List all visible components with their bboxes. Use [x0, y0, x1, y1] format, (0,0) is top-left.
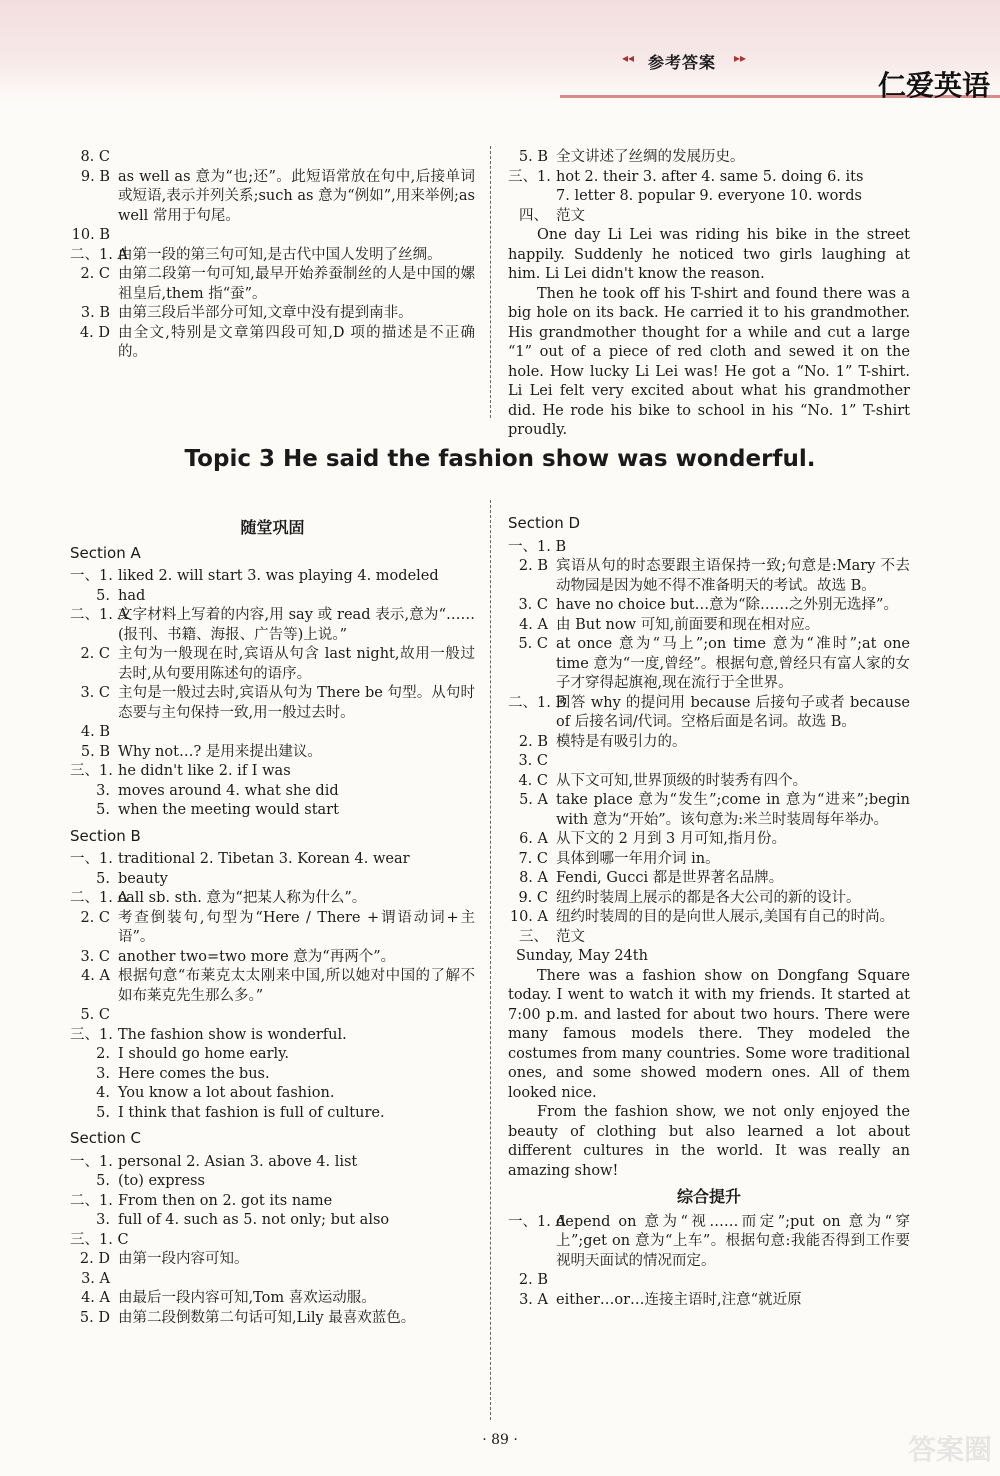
answer-row	[70, 324, 475, 363]
answer-row	[508, 635, 910, 694]
answer-row	[70, 909, 475, 948]
answer-row	[70, 1270, 475, 1290]
answer-text: 具体到哪一年用介词 in。	[556, 850, 720, 867]
answer-number: 3. B	[80, 305, 110, 321]
answer-row	[70, 148, 475, 168]
answer-number: 3.	[96, 782, 110, 799]
answer-row	[70, 567, 475, 587]
answer-row	[70, 1192, 475, 1212]
answer-row	[70, 743, 475, 763]
answer-row	[508, 557, 910, 596]
answer-number: 三、1. C	[70, 1231, 129, 1248]
answer-row	[70, 1231, 475, 1251]
section-heading: Section C	[70, 1129, 141, 1147]
answer-text: 7. letter 8. popular 9. everyone 10. words	[556, 188, 862, 204]
answer-number: 2. B	[518, 733, 548, 750]
answer-number: 8. A	[519, 870, 548, 886]
answer-number: 3. C	[80, 948, 110, 965]
answer-text	[118, 226, 475, 246]
answer-text	[118, 1270, 475, 1290]
answer-text: 由第二段倒数第二句话可知,Lily 最喜欢蓝色。	[118, 1309, 416, 1326]
answer-number: 4. D	[79, 324, 110, 341]
answer-text	[556, 752, 910, 772]
answer-number: 4. A	[81, 968, 110, 984]
answer-row	[508, 752, 910, 772]
answer-number: 5. D	[79, 1309, 110, 1326]
answer-number: 4. A	[519, 616, 548, 633]
essay-date: Sunday, May 24th	[516, 948, 648, 964]
answer-text: moves around 4. what she did	[118, 782, 339, 799]
column-divider-top	[490, 146, 491, 418]
answer-row	[70, 1065, 475, 1085]
section-heading: Section D	[508, 514, 581, 532]
answer-row	[70, 948, 475, 968]
answer-row	[70, 684, 475, 723]
answer-number: 5.	[96, 1104, 110, 1121]
answer-text: 文字材料上写着的内容,用 say 或 read 表示,意为“……(报刊、书籍、海报、广告等)上说。”	[118, 607, 475, 643]
answer-text: 主句为一般现在时,宾语从句含 last night,故用一般过去时,从句要用陈述句的语序。	[118, 646, 475, 682]
answer-text: The fashion show is wonderful.	[118, 1026, 347, 1043]
answer-number: 三、	[519, 928, 548, 945]
answer-number: 一、1. A	[508, 1213, 566, 1230]
answer-text: 由全文,特别是文章第四段可知,D 项的描述是不正确的。	[118, 324, 475, 360]
answer-row	[70, 1084, 475, 1104]
answer-row	[508, 791, 910, 830]
answer-text: either…or…连接主语时,注意“就近原	[556, 1291, 802, 1308]
answer-row	[70, 1250, 475, 1270]
answer-row	[508, 772, 910, 792]
answer-text: 宾语从句的时态要跟主语保持一致;句意是:Mary 不去动物园是因为她不得不准备明天的考试。故选 B。	[556, 558, 910, 594]
answer-text: have no choice but…意为“除……之外别无选择”。	[556, 597, 898, 613]
answer-number: 3. C	[518, 753, 548, 769]
answer-text: 由第二段第一句可知,最早开始养蚕制丝的人是中国的嫘祖皇后,them 指“蚕”。	[118, 266, 475, 302]
answer-text	[556, 538, 910, 558]
answer-row	[508, 187, 910, 207]
answer-number: 二、1. A	[70, 607, 128, 623]
answer-number: 7. C	[518, 850, 548, 867]
answer-row	[70, 265, 475, 304]
answer-row	[508, 830, 910, 850]
answer-text	[118, 1231, 475, 1251]
left-column	[70, 512, 475, 1328]
answer-text	[556, 1271, 910, 1291]
answer-row	[70, 1006, 475, 1026]
answer-row	[70, 1045, 475, 1065]
answer-text: he didn't like 2. if I was	[118, 763, 291, 779]
answer-row	[70, 304, 475, 324]
answer-number: 2. B	[518, 1272, 548, 1288]
answer-number	[508, 187, 556, 207]
answer-text: You know a lot about fashion.	[118, 1085, 335, 1101]
answer-text	[118, 723, 475, 743]
answer-text: traditional 2. Tibetan 3. Korean 4. wear	[118, 851, 410, 867]
answer-text: Here comes the bus.	[118, 1065, 270, 1082]
answer-row	[70, 1211, 475, 1231]
answer-text: I should go home early.	[118, 1046, 290, 1062]
answer-row	[508, 1213, 910, 1272]
answer-number: 3. A	[519, 1291, 548, 1308]
top-left-column	[70, 148, 475, 363]
answer-row	[70, 723, 475, 743]
watermark-logo: 答案圈	[907, 1433, 992, 1466]
answer-text: 由第一段内容可知。	[118, 1251, 249, 1267]
answer-row	[508, 148, 910, 168]
answer-row	[70, 870, 475, 890]
essay-paragraph: Then he took off his T-shirt and found there was a big hole on its back. He carried it to his grandmother. His grandmother thought for a while and cut a large “1” out of a piece of red cloth and sewed it on the hole. How lucky Li Lei was! He got a “No. 1” T-shirt. Li Lei felt very excited about what his grandmother did. He rode his bike to school in his “No. 1” T-shirt proudly.	[508, 285, 910, 438]
answer-number: 一、1.	[70, 851, 113, 867]
answer-row	[70, 168, 475, 227]
answer-text: 范文	[556, 207, 585, 224]
answer-row	[508, 869, 910, 889]
answer-number: 二、1. B	[508, 694, 567, 711]
answer-row	[70, 762, 475, 782]
answer-text: 考查倒装句,句型为“Here / There +谓语动词+主语”。	[118, 909, 475, 945]
answer-number: 4. B	[80, 724, 110, 740]
answer-row	[70, 226, 475, 246]
answer-row	[70, 889, 475, 909]
answer-text: 范文	[556, 928, 585, 945]
topic-title: Topic 3 He said the fashion show was wonderful.	[184, 446, 816, 472]
answer-number: 5. B	[518, 149, 548, 165]
top-right-column	[508, 148, 910, 441]
answer-text: full of 4. such as 5. not only; but also	[118, 1212, 390, 1228]
answer-number: 3.	[96, 1065, 110, 1082]
answer-row	[70, 1026, 475, 1046]
column-divider-main	[490, 500, 491, 1420]
answer-number: 5. C	[80, 1007, 110, 1023]
answer-text: Fendi, Gucci 都是世界著名品牌。	[556, 870, 784, 886]
answer-number: 5. C	[518, 636, 548, 652]
answer-row	[508, 1291, 910, 1311]
answer-number: 4. C	[518, 772, 548, 789]
section-heading: Section B	[70, 826, 141, 845]
answer-number: 3.	[96, 1212, 110, 1228]
answer-row	[508, 616, 910, 636]
answer-row	[508, 850, 910, 870]
answer-row	[70, 850, 475, 870]
answer-number: 3. A	[81, 1270, 110, 1287]
answer-row	[70, 782, 475, 802]
answer-row	[508, 538, 910, 558]
header-arrows-left: ◂◂	[622, 51, 635, 65]
answer-row	[70, 1309, 475, 1329]
answer-text: 主句是一般过去时,宾语从句为 There be 句型。从句时态要与主句保持一致,用一般过去时。	[118, 685, 475, 721]
answer-number: 4. A	[81, 1290, 110, 1306]
answer-text: 全文讲述了丝绸的发展历史。	[556, 149, 745, 165]
answer-number: 一、1. B	[508, 538, 567, 555]
answer-text: 根据句意“布莱克太太刚来中国,所以她对中国的了解不如布莱克先生那么多。”	[118, 968, 475, 1004]
answer-number: 2.	[96, 1046, 110, 1062]
answer-number: 5.	[96, 587, 110, 604]
answer-number: 四、	[519, 207, 548, 224]
header-band	[0, 0, 1000, 100]
answer-row	[70, 645, 475, 684]
section-heading: Section A	[70, 543, 141, 562]
answer-row	[70, 587, 475, 607]
answer-number: 10. B	[71, 227, 110, 243]
answer-number: 一、1.	[70, 1153, 113, 1170]
right-column	[508, 508, 910, 1310]
answer-text: 由第三段后半部分可知,文章中没有提到南非。	[118, 305, 413, 321]
answer-row	[508, 168, 910, 188]
answer-text: 纽约时装周的目的是向世人展示,美国有自己的时尚。	[556, 909, 895, 925]
answer-row	[70, 1153, 475, 1173]
answer-text: depend on 意为“视……而定”;put on 意为“穿上”;get on 意为“上车”。根据句意:我能否得到工作要视明天面试的情况而定。	[556, 1213, 910, 1269]
answer-text: beauty	[118, 870, 168, 887]
answer-text: 模特是有吸引力的。	[556, 733, 687, 750]
answer-number: 3. C	[518, 597, 548, 613]
answer-number: 2. C	[80, 266, 110, 282]
answer-row	[70, 606, 475, 645]
answer-number: 5. A	[519, 792, 548, 808]
answer-row	[70, 967, 475, 1006]
review-title: 综合提升	[676, 1187, 741, 1206]
answer-text: 由第一段的第三句可知,是古代中国人发明了丝绸。	[118, 246, 442, 263]
answer-number: 一、1.	[70, 568, 113, 584]
answer-number: 10. A	[509, 909, 548, 925]
answer-text: 回答 why 的提问用 because 后接句子或者 because of 后接名词/代词。空格后面是名词。故选 B。	[556, 694, 910, 730]
answer-text	[118, 1006, 475, 1026]
answer-text: 从下文可知,世界顶级的时装秀有四个。	[556, 772, 808, 789]
answer-text: (to) express	[118, 1173, 205, 1189]
answer-number: 2. C	[80, 909, 110, 926]
answer-row	[508, 889, 910, 909]
answer-number: 2. C	[80, 646, 110, 662]
answer-text: I think that fashion is full of culture.	[118, 1104, 385, 1121]
page-number: · 89 ·	[482, 1432, 518, 1448]
answer-row	[508, 1271, 910, 1291]
answer-text: 由 But now 可知,前面要和现在相对应。	[556, 616, 820, 633]
answer-text: at once 意为“马上”;on time 意为“准时”;at one time 意为“一度,曾经”。根据句意,曾经只有富人家的女子才穿得起旗袍,现在流行于全世界。	[556, 636, 910, 691]
answer-number: 5.	[96, 870, 110, 887]
answer-text: hot 2. their 3. after 4. same 5. doing 6. its	[556, 168, 864, 185]
answer-row	[70, 246, 475, 266]
answer-text: 纽约时装周上展示的都是各大公司的新的设计。	[556, 889, 861, 906]
answer-number: 三、1.	[508, 168, 551, 185]
answer-text: From then on 2. got its name	[118, 1192, 333, 1209]
answer-text: another two=two more 意为“再两个”。	[118, 948, 396, 965]
answer-row	[508, 928, 910, 948]
answer-text: liked 2. will start 3. was playing 4. modeled	[118, 568, 439, 584]
answer-number: 5. B	[80, 743, 110, 760]
answer-number: 二、1. A	[70, 246, 128, 263]
answer-number: 三、1.	[70, 1026, 113, 1043]
answer-row	[70, 1104, 475, 1124]
answer-text	[118, 148, 475, 168]
answer-text: Why not…? 是用来提出建议。	[118, 743, 322, 760]
answer-number: 5.	[96, 802, 110, 818]
essay-paragraph: From the fashion show, we not only enjoyed the beauty of clothing but also learned a lot about different cultures in the world. It was really an amazing show!	[508, 1104, 910, 1179]
answer-row	[508, 694, 910, 733]
answer-row	[508, 733, 910, 753]
answer-row	[508, 908, 910, 928]
answer-number: 6. A	[519, 831, 548, 847]
answer-text: 从下文的 2 月到 3 月可知,指月份。	[556, 831, 786, 847]
answer-row	[508, 207, 910, 227]
answer-row	[70, 1289, 475, 1309]
header-brand: 仁爱英语	[877, 69, 990, 102]
answer-text: call sb. sth. 意为“把某人称为什么”。	[118, 890, 367, 906]
answer-number: 4.	[96, 1085, 110, 1101]
answer-text: had	[118, 587, 146, 604]
header-label: 参考答案	[648, 53, 717, 72]
answer-number: 9. C	[518, 889, 548, 906]
section-title: 随堂巩固	[240, 518, 305, 537]
answer-number: 5.	[96, 1173, 110, 1189]
answer-number: 9. B	[80, 168, 110, 185]
answer-number: 2. D	[79, 1251, 110, 1267]
answer-number: 8. C	[80, 149, 110, 165]
answer-row	[70, 1172, 475, 1192]
answer-text: take place 意为“发生”;come in 意为“进来”;begin with 意为“开始”。该句意为:米兰时装周每年举办。	[556, 792, 910, 828]
answer-number: 三、1.	[70, 763, 113, 779]
answer-row	[70, 801, 475, 821]
answer-text: when the meeting would start	[118, 802, 339, 818]
header-arrows-right: ▸▸	[734, 51, 747, 65]
answer-number: 3. C	[80, 685, 110, 701]
answer-row	[508, 596, 910, 616]
answer-text: as well as 意为“也;还”。此短语常放在句中,后接单词或短语,表示并列关系;such as 意为“例如”,用来举例;as well 常用于句尾。	[118, 168, 475, 224]
answer-text: personal 2. Asian 3. above 4. list	[118, 1153, 358, 1170]
answer-number: 2. B	[518, 558, 548, 574]
answer-number: 二、1. A	[70, 890, 128, 906]
essay-paragraph: There was a fashion show on Dongfang Square today. I went to watch it with my friends. It started at 7:00 p.m. and lasted for about two hours. There were many famous models there. They modeled the costumes from many countries. Some wore traditional ones, and some showed modern ones. All of them looked nice.	[508, 967, 910, 1101]
answer-number: 二、1.	[70, 1192, 113, 1209]
essay-paragraph: One day Li Lei was riding his bike in the street happily. Suddenly he noticed two girls laughing at him. Li Lei didn't know the reason.	[508, 227, 910, 282]
answer-text: 由最后一段内容可知,Tom 喜欢运动服。	[118, 1290, 376, 1306]
